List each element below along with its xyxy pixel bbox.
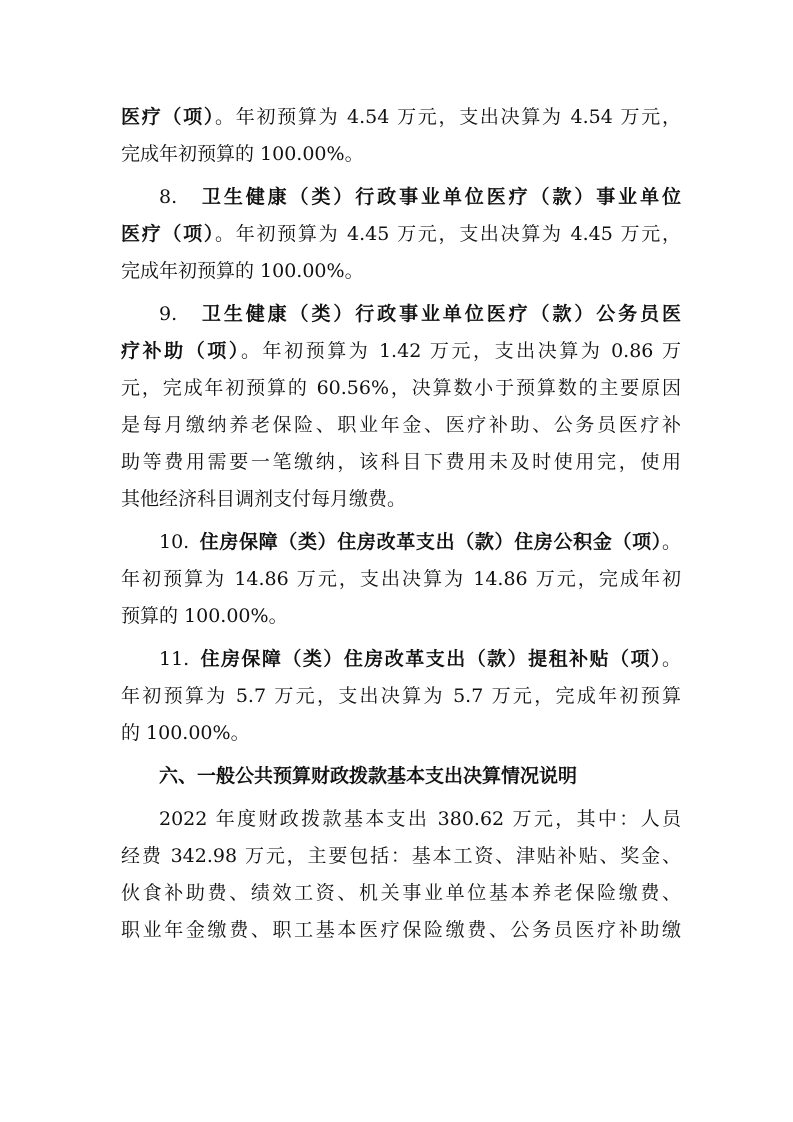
body-text: 是每月缴纳养老保险、职业年金、医疗补助、公务员医疗补 xyxy=(121,414,681,436)
text-line xyxy=(121,715,681,752)
text-line xyxy=(121,875,681,912)
body-text: 。年初预算为 4.45 万元，支出决算为 4.45 万元， xyxy=(215,223,681,245)
body-text: 2022 年度财政拨款基本支出 380.62 万元，其中：人员 xyxy=(159,808,681,830)
body-text: 完成年初预算的 100.00%。 xyxy=(121,143,364,165)
text-line xyxy=(121,333,681,370)
body-text: 职业年金缴费、职工基本医疗保险缴费、公务员医疗补助缴 xyxy=(121,919,681,941)
item-number: 8. xyxy=(159,186,178,208)
text-line xyxy=(121,296,681,333)
body-text: 的 100.00%。 xyxy=(121,722,250,744)
text-line xyxy=(121,524,681,561)
bold-text: 住房保障（类）住房改革支出（款）住房公积金（项） xyxy=(199,531,662,553)
text-line xyxy=(121,838,681,875)
bold-text: 卫生健康（类）行政事业单位医疗（款）事业单位 xyxy=(199,186,681,208)
bold-text: 卫生健康（类）行政事业单位医疗（款）公务员医 xyxy=(199,303,681,325)
paragraph-basic-expenditure xyxy=(121,801,681,949)
paragraph-item-7-continued xyxy=(121,99,681,173)
body-text: 。年初预算为 4.54 万元，支出决算为 4.54 万元， xyxy=(215,106,681,128)
text-line xyxy=(121,598,681,635)
section-heading: 六、一般公共预算财政拨款基本支出决算情况说明 xyxy=(159,765,578,787)
item-number: 11. xyxy=(159,648,190,670)
text-line xyxy=(121,912,681,949)
body-text: 。 xyxy=(661,648,681,670)
paragraph-item-10 xyxy=(121,524,681,635)
text-line xyxy=(121,444,681,481)
text-line xyxy=(121,678,681,715)
body-text: 。 xyxy=(661,531,681,553)
item-number: 9. xyxy=(159,303,178,325)
body-text: 年初预算为 5.7 万元，支出决算为 5.7 万元，完成年初预算 xyxy=(121,685,681,707)
text-line xyxy=(121,216,681,253)
text-line xyxy=(121,801,681,838)
bold-text: 住房保障（类）住房改革支出（款）提租补贴（项） xyxy=(199,648,662,670)
text-line xyxy=(121,561,681,598)
body-text: 经费 342.98 万元，主要包括：基本工资、津贴补贴、奖金、 xyxy=(121,845,681,867)
text-line xyxy=(121,136,681,173)
text-line xyxy=(121,370,681,407)
text-line xyxy=(121,407,681,444)
body-text: 助等费用需要一笔缴纳，该科目下费用未及时使用完，使用 xyxy=(121,451,681,473)
body-text: 。年初预算为 1.42 万元，支出决算为 0.86 万 xyxy=(240,340,681,362)
body-text: 预算的 100.00%。 xyxy=(121,605,288,627)
bold-text: 医疗（项） xyxy=(121,223,216,245)
body-text: 完成年初预算的 100.00%。 xyxy=(121,260,364,282)
body-text: 年初预算为 14.86 万元，支出决算为 14.86 万元，完成年初 xyxy=(121,568,681,590)
paragraph-item-11 xyxy=(121,641,681,752)
section-heading-6 xyxy=(121,758,681,795)
text-line xyxy=(121,99,681,136)
body-text: 伙食补助费、绩效工资、机关事业单位基本养老保险缴费、 xyxy=(121,882,681,904)
paragraph-item-8 xyxy=(121,179,681,290)
body-text: 其他经济科目调剂支付每月缴费。 xyxy=(121,488,407,510)
body-text: 元，完成年初预算的 60.56%，决算数小于预算数的主要原因 xyxy=(121,377,681,399)
text-line xyxy=(121,641,681,678)
document-page xyxy=(121,99,681,949)
text-line xyxy=(121,253,681,290)
item-number: 10. xyxy=(159,531,190,553)
bold-text: 疗补助（项） xyxy=(121,340,241,362)
text-line xyxy=(121,481,681,518)
bold-text: 医疗（项） xyxy=(121,106,216,128)
paragraph-item-9 xyxy=(121,296,681,518)
text-line xyxy=(121,179,681,216)
